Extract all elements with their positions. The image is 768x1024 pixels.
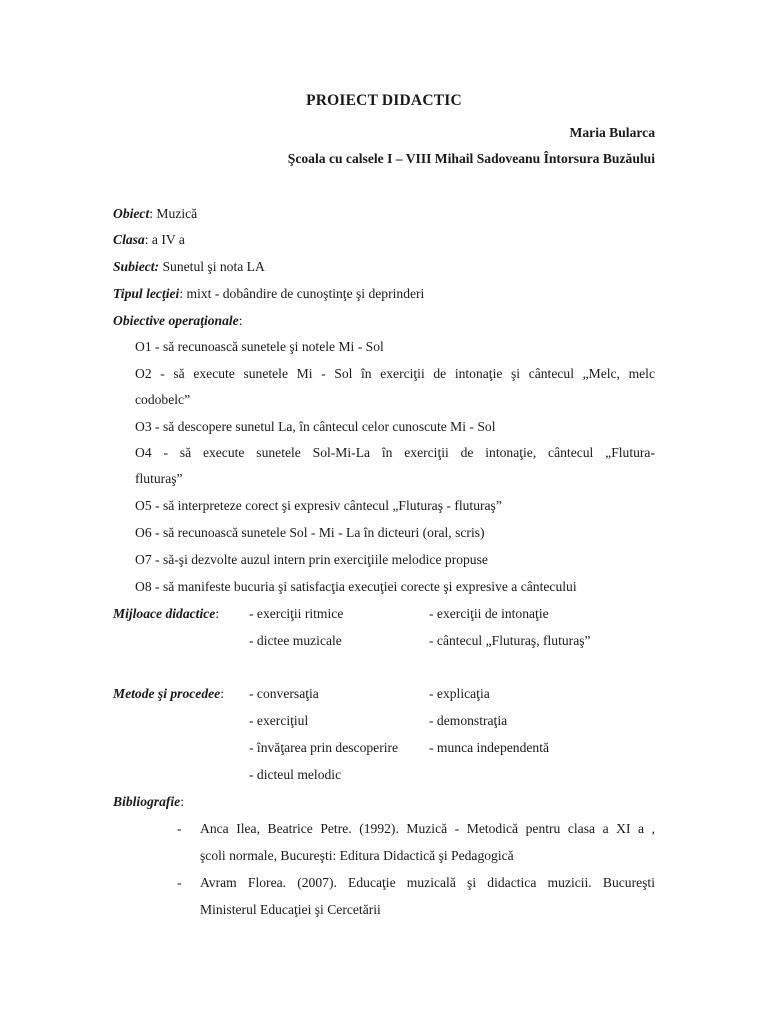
bibliography-entry-line: şcoli normale, Bucureşti: Editura Didactică şi Pedagogică	[200, 848, 514, 863]
field-subiect-label: Subiect:	[113, 259, 160, 274]
objective-item: O1 - să recunoască sunetele şi notele Mi - Sol	[135, 339, 384, 354]
metode-col1-item: - dicteul melodic	[249, 767, 342, 782]
bibliography-bullet: -	[177, 875, 182, 890]
author-name: Maria Bularca	[569, 125, 655, 140]
field-obiect	[113, 205, 197, 223]
objective-item: O4 - să execute sunetele Sol-Mi-La în exerciţii de intonaţie, cântecul „Flutura-	[135, 445, 655, 460]
objective-item-continuation: fluturaş”	[135, 471, 183, 486]
field-obiective-colon: :	[238, 313, 243, 328]
bibliography-bullet: -	[177, 821, 182, 836]
field-subiect	[113, 258, 265, 276]
document-title: PROIECT DIDACTIC	[306, 92, 462, 109]
mijloace-col2-item: - exerciţii de intonaţie	[429, 606, 549, 621]
field-subiect-value: Sunetul şi nota LA	[159, 259, 265, 274]
objective-item: O8 - să manifeste bucuria şi satisfacţia execuţiei corecte şi expresive a cântecului	[135, 579, 577, 594]
bibliografie-label: Bibliografie	[113, 794, 181, 809]
objective-item: O6 - să recunoască sunetele Sol - Mi - La în dicteuri (oral, scris)	[135, 525, 485, 540]
objective-item: O5 - să interpreteze corect şi expresiv cântecul „Fluturaş - fluturaş”	[135, 498, 502, 513]
field-obiective	[113, 312, 243, 330]
bibliografie-colon: :	[180, 794, 184, 809]
field-obiective-label: Obiective operaţionale	[113, 313, 239, 328]
metode-col1-item: - exerciţiul	[249, 713, 309, 728]
bibliography-entry-line: Avram Florea. (2007). Educaţie muzicală şi didactica muzicii. Bucureşti	[200, 875, 655, 890]
bibliography-entry-line: Anca Ilea, Beatrice Petre. (1992). Muzică - Metodică pentru clasa a XI a ,	[200, 821, 655, 836]
field-clasa-label: Clasa	[113, 232, 145, 247]
metode-label: Metode şi procedee	[113, 686, 221, 701]
objective-item: O3 - să descopere sunetul La, în cântecul celor cunoscute Mi - Sol	[135, 419, 496, 434]
metode-col2-item: - explicaţia	[429, 686, 490, 701]
mijloace-label: Mijloace didactice	[113, 606, 216, 621]
field-tipul-value: : mixt - dobândire de cunoştinţe şi deprinderi	[179, 286, 425, 301]
bibliography-entry-line: Ministerul Educaţiei şi Cercetării	[200, 902, 381, 917]
mijloace-colon: :	[215, 606, 220, 621]
bibliografie-heading	[113, 793, 184, 811]
field-obiect-label: Obiect	[113, 206, 150, 221]
mijloace-col1-item: - exerciţii ritmice	[249, 606, 344, 621]
objective-item-continuation: codobelc”	[135, 392, 191, 407]
metode-col1-item: - învăţarea prin descoperire	[249, 740, 399, 755]
mijloace-col1-item: - dictee muzicale	[249, 633, 342, 648]
field-clasa-value: : a IV a	[144, 232, 185, 247]
metode-heading	[113, 685, 224, 703]
metode-col2-item: - demonstraţia	[429, 713, 508, 728]
field-clasa	[113, 231, 185, 249]
objective-item: O2 - să execute sunetele Mi - Sol în exerciţii de intonaţie şi cântecul „Melc, melc	[135, 366, 655, 381]
mijloace-col2-item: - cântecul „Fluturaş, fluturaş”	[429, 633, 591, 648]
school-name: Şcoala cu calsele I – VIII Mihail Sadoveanu Întorsura Buzăului	[287, 151, 655, 166]
metode-col2-item: - munca independentă	[429, 740, 550, 755]
metode-colon: :	[220, 686, 224, 701]
metode-col1-item: - conversaţia	[249, 686, 319, 701]
objective-item: O7 - să-şi dezvolte auzul intern prin exerciţiile melodice propuse	[135, 552, 488, 567]
mijloace-heading	[113, 605, 219, 623]
field-tipul-label: Tipul lecţiei	[113, 286, 180, 301]
field-obiect-value: : Muzică	[149, 206, 198, 221]
field-tipul	[113, 285, 424, 303]
